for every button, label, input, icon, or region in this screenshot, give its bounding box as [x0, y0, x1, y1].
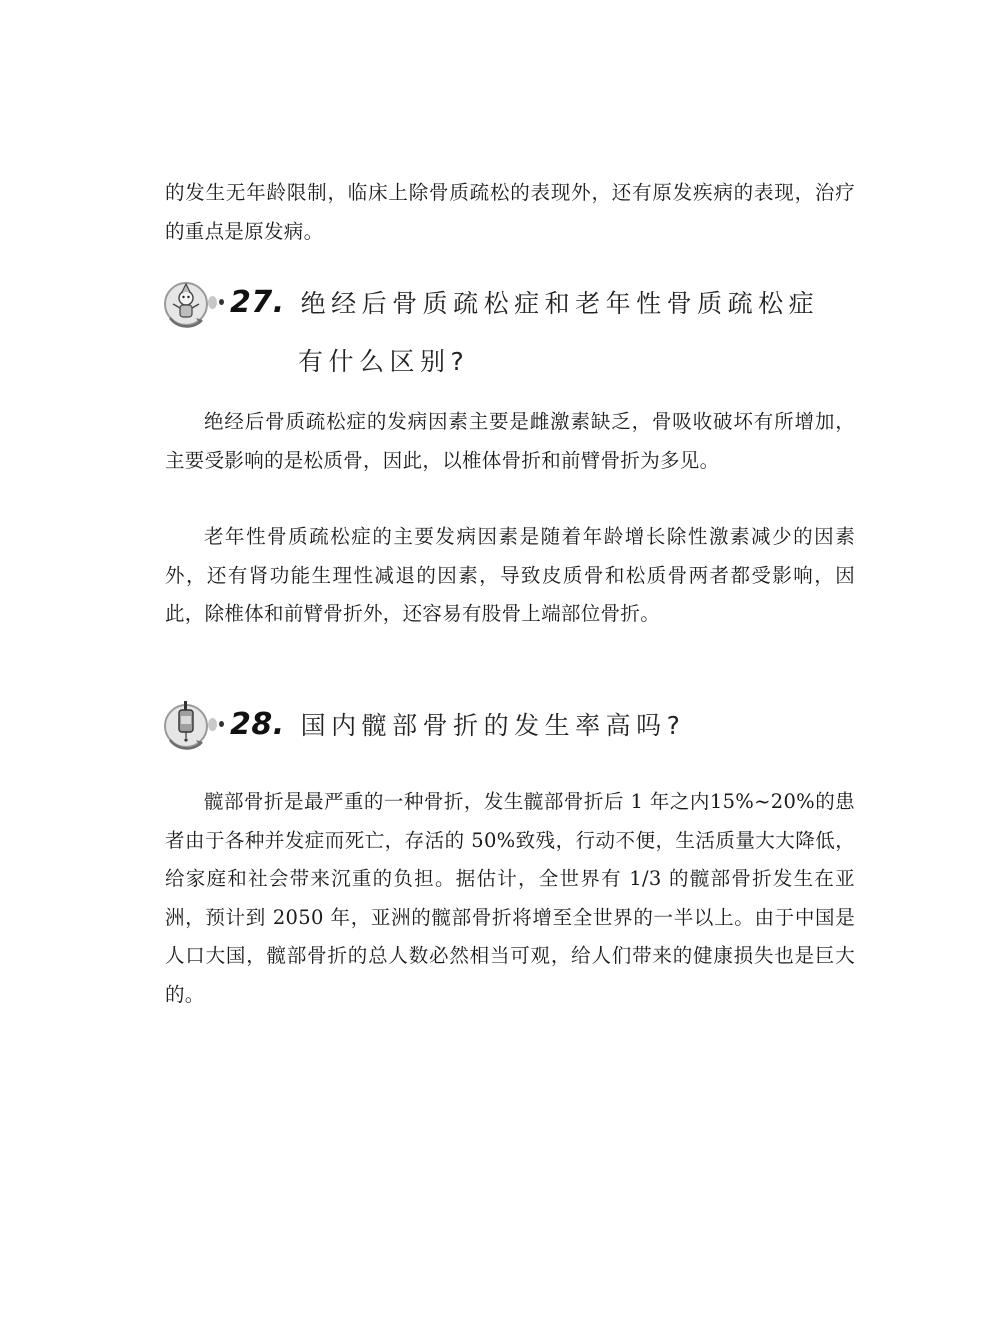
question-28-heading: [162, 694, 862, 754]
question-bottle-icon: [162, 696, 218, 752]
q28-paragraph-1: 髋部骨折是最严重的一种骨折，发生髋部骨折后 1 年之内15%~20%的患者由于各种并发症而死亡，存活的 50%致残，行动不便，生活质量大大降低，给家庭和社会带来沉重的负担。据估计，全世界有 1/3 的髋部骨折发生在亚洲，预计到 2050 年，亚洲的髋部骨折将增至全世界的一半以上。由于中国是人口大国，髋部骨折的总人数必然相当可观，给人们带来的健康损失也是巨大的。: [165, 790, 855, 1006]
q27-paragraph-1: 绝经后骨质疏松症的发病因素主要是雌激素缺乏，骨吸收破坏有所增加，主要受影响的是松质骨，因此，以椎体骨折和前臂骨折为多见。: [165, 410, 855, 472]
question-number: 28.: [230, 706, 285, 742]
question-title: 国内髋部骨折的发生率高吗?: [300, 711, 686, 740]
dot-small: [219, 299, 224, 305]
question-number: 27.: [230, 284, 285, 320]
question-mascot-icon: [162, 274, 218, 330]
question-27-heading: [162, 272, 862, 376]
continuation-paragraph: 的发生无年龄限制，临床上除骨质疏松的表现外，还有原发疾病的表现，治疗的重点是原发病。: [165, 181, 855, 243]
question-title-line2: 有什么区别?: [298, 347, 470, 376]
dot-small: [219, 721, 224, 727]
q27-paragraph-2: 老年性骨质疏松症的主要发病因素是随着年龄增长除性激素减少的因素外，还有肾功能生理性减退的因素，导致皮质骨和松质骨两者都受影响，因此，除椎体和前臂骨折外，还容易有股骨上端部位骨折。: [165, 525, 855, 625]
question-title-line1: 绝经后骨质疏松症和老年性骨质疏松症: [300, 289, 820, 318]
